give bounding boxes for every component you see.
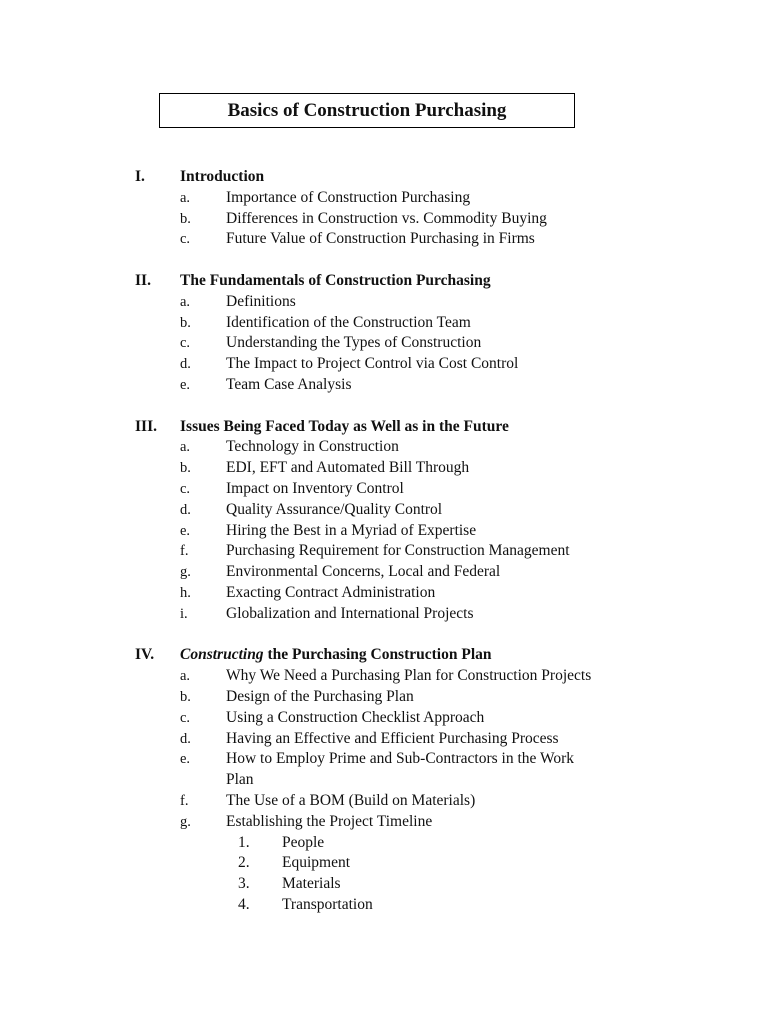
item-letter: i. [180,605,188,622]
list-item [0,437,768,458]
item-text-continuation: Plan [226,771,254,789]
section-numeral: I. [135,168,145,185]
list-item [0,500,768,521]
section-heading-line [0,645,768,666]
list-item [0,687,768,708]
section-heading-text: Introduction [180,168,265,185]
item-text: The Use of a BOM (Build on Materials) [226,791,476,809]
list-item [0,541,768,562]
list-item [0,313,768,334]
item-letter: b. [180,210,191,227]
list-item [0,583,768,604]
list-item [0,708,768,729]
item-letter: b. [180,314,191,331]
section-heading-text: Issues Being Faced Today as Well as in the Future [180,417,509,435]
section-heading-line [0,167,768,188]
item-letter: f. [180,543,189,560]
section-heading-text: the Purchasing Construction Plan [263,646,492,664]
list-item [0,749,768,770]
sub-list-item [0,874,768,895]
item-letter: b. [180,460,191,477]
list-item [0,812,768,833]
list-item [0,354,768,375]
item-letter: b. [180,688,191,705]
list-item [0,333,768,354]
list-item [0,791,768,812]
item-text: EDI, EFT and Automated Bill Through [226,459,470,477]
subitem-number: 3. [238,875,250,893]
item-text: Differences in Construction vs. Commodity Buying [226,209,547,227]
subitem-text: Transportation [282,895,373,913]
list-item [0,375,768,396]
list-item [0,729,768,750]
sub-list-item [0,895,768,916]
subitem-number: 2. [238,854,250,872]
list-item [0,479,768,500]
section-heading [180,417,509,438]
item-letter: e. [180,376,191,393]
item-text: Impact on Inventory Control [226,479,404,497]
item-text: Future Value of Construction Purchasing in Firms [226,230,535,248]
section-numeral: IV. [135,646,155,664]
section-heading-italic: Constructing [180,646,264,664]
subitem-text: Materials [282,875,341,893]
item-letter: d. [180,730,191,747]
outline-section [0,417,768,625]
item-letter: d. [180,356,191,373]
item-letter: f. [180,792,189,809]
subitem-number: 1. [238,833,250,851]
item-letter: e. [180,751,191,768]
item-text: Technology in Construction [226,438,399,456]
list-item [0,521,768,542]
item-text: Establishing the Project Timeline [226,812,433,830]
item-text: Using a Construction Checklist Approach [226,708,485,726]
section-heading-line [0,271,768,292]
item-letter: a. [180,293,191,310]
list-item [0,458,768,479]
sub-list-item [0,853,768,874]
item-text: Globalization and International Projects [226,604,474,622]
item-letter: e. [180,522,191,539]
item-letter: d. [180,501,191,518]
item-text: Why We Need a Purchasing Plan for Construction Projects [226,667,592,685]
subitem-text: People [282,833,325,851]
sub-list-item [0,833,768,854]
subitem-number: 4. [238,895,250,913]
item-text: Design of the Purchasing Plan [226,687,414,705]
section-heading-text: The Fundamentals of Construction Purchasing [180,271,491,289]
section-numeral: III. [135,417,157,435]
item-letter: h. [180,584,191,601]
section-numeral: II. [135,271,151,289]
item-text: Hiring the Best in a Myriad of Expertise [226,521,477,539]
document-title: Basics of Construction Purchasing [227,99,507,121]
item-letter: c. [180,231,191,248]
outline-section [0,167,768,250]
item-text: Purchasing Requirement for Construction Management [226,542,570,560]
item-letter: a. [180,439,191,456]
item-text: Definitions [226,292,296,310]
list-item [0,209,768,230]
section-heading-line [0,417,768,438]
item-text: Having an Effective and Efficient Purchasing Process [226,729,559,747]
item-text: Understanding the Types of Construction [226,334,482,352]
outline [0,167,768,936]
item-letter: g. [180,564,191,581]
section-heading [180,167,264,188]
item-letter: c. [180,480,191,497]
item-text: The Impact to Project Control via Cost Control [226,355,519,373]
item-letter: a. [180,668,191,685]
item-text: How to Employ Prime and Sub-Contractors in the Work [226,750,575,768]
outline-section [0,645,768,915]
item-text: Exacting Contract Administration [226,583,436,601]
item-letter: c. [180,709,191,726]
item-text: Quality Assurance/Quality Control [226,500,443,518]
item-letter: g. [180,813,191,830]
outline-section [0,271,768,396]
item-text: Team Case Analysis [226,375,352,393]
item-text: Identification of the Construction Team [226,313,471,331]
list-item [0,604,768,625]
section-heading [180,645,492,666]
title-box [159,93,575,128]
section-heading [180,271,491,292]
subitem-text: Equipment [282,854,351,872]
list-item [0,666,768,687]
list-item-continuation [0,770,768,791]
item-letter: c. [180,335,191,352]
list-item [0,562,768,583]
list-item [0,188,768,209]
item-letter: a. [180,189,191,206]
list-item [0,292,768,313]
list-item [0,229,768,250]
item-text: Environmental Concerns, Local and Federal [226,563,501,581]
item-text: Importance of Construction Purchasing [226,188,471,206]
